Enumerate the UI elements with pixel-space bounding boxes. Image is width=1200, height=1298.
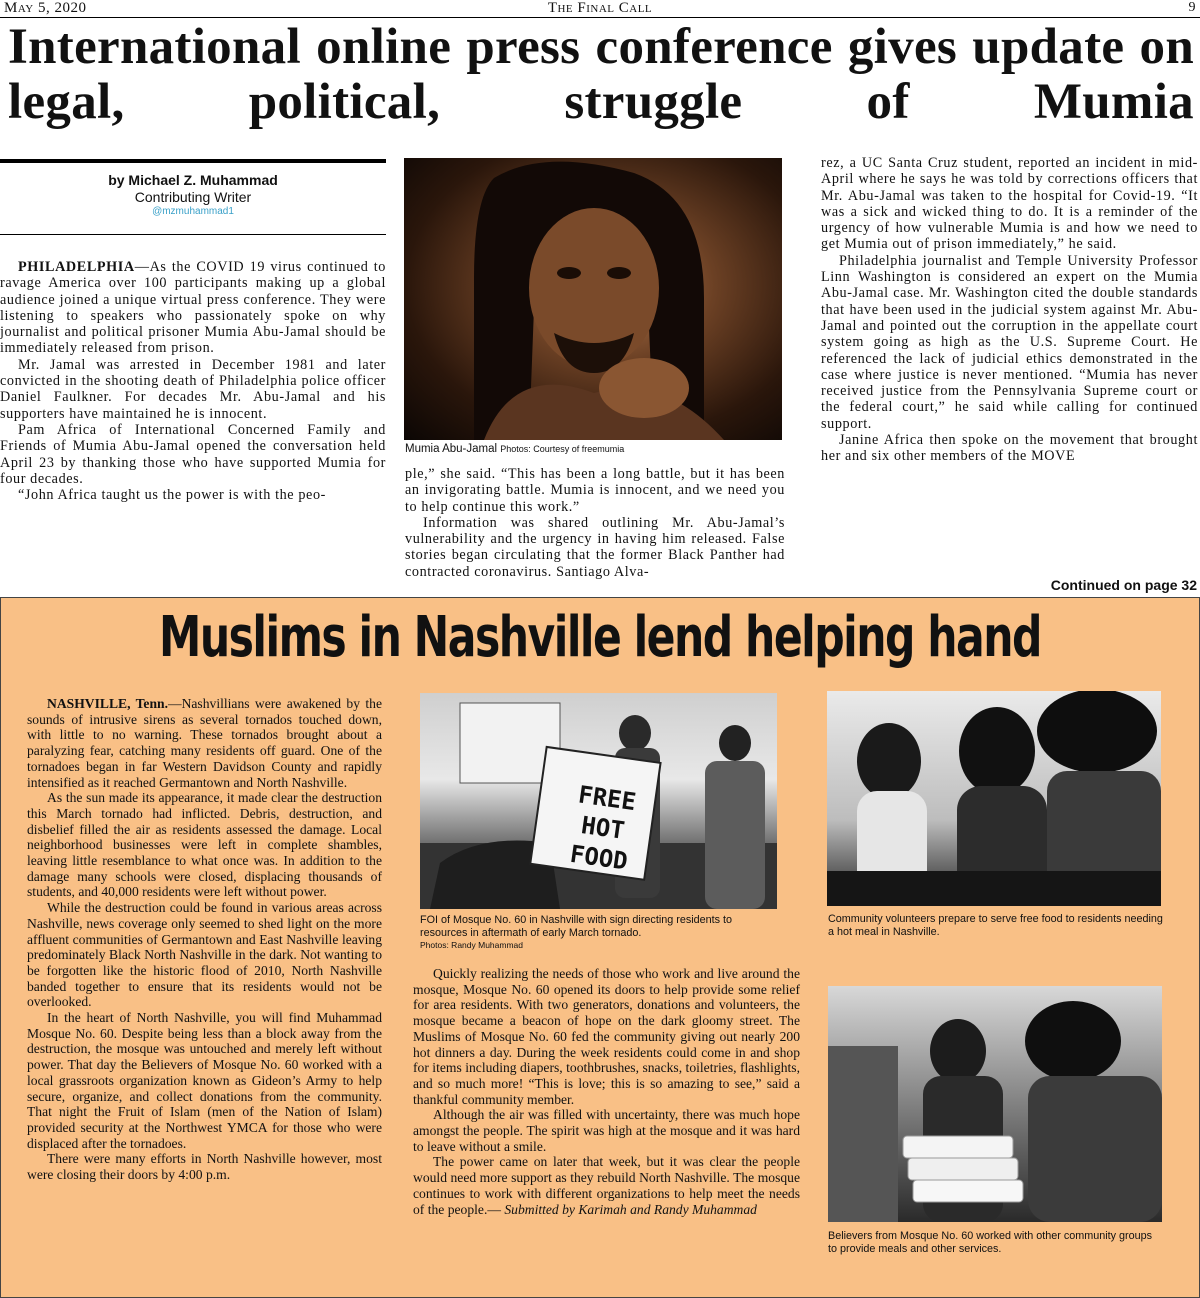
story1-col1-para-3: Pam Africa of International Concerned Family and Friends of Mumia Abu-Jamal opened the conversation held April 23 by thanking those who have supported Mumia for four decades. xyxy=(0,421,386,487)
page-number: 9 xyxy=(1188,0,1196,15)
story1-headline: International online press conference gives update on legal, political, struggle of Mumia xyxy=(8,19,1194,130)
continued-jump-line[interactable]: Continued on page 32 xyxy=(1050,577,1197,593)
story1-col1-para-2: Mr. Jamal was arrested in December 1981 and later convicted in the shooting death of Philadelphia police officer Daniel Faulkner. For decades Mr. Abu-Jamal and his supporters have maintained he is innocent. xyxy=(0,356,386,422)
sign-line-3: FOOD xyxy=(568,839,630,876)
story2-col1-para-1-text: —Nashvillians were awakened by the sounds of intrusive sirens as several tornados touched down, with little to no warning. These tornados brought about a paralyzing fear, catching many residents off guard. One of the tornadoes began in far Western Davidson County and rapidly intensified as it reached Germantown and North Nashville. xyxy=(27,696,383,790)
meals-photo xyxy=(828,986,1162,1222)
byline-name: by Michael Z. Muhammad xyxy=(108,172,278,188)
photo-caption xyxy=(405,442,785,456)
story2-col1-para-5: There were many efforts in North Nashville however, most were closing their doors by 4:00 p.m. xyxy=(27,1151,382,1183)
meals-illustration xyxy=(828,986,1162,1222)
portrait-illustration xyxy=(404,158,782,440)
story1-column-2 xyxy=(405,466,785,580)
story2-col1-para-4: In the heart of North Nashville, you will find Muhammad Mosque No. 60. Despite being less than a block away from the destruction, the mosque was untouched and merely left without power. That day the Believers of Mosque No. 60 worked with a local grassroots organization known as Gideon’s Army to help secure, organize, and collect donations from the community. That night the Fruit of Islam (men of the Nation of Islam) provided security at the Northwest YMCA for those who were displaced after the tornadoes. xyxy=(27,1010,382,1151)
story2-signoff: Submitted by Karimah and Randy Muhammad xyxy=(504,1201,757,1217)
photo2-caption: Community volunteers prepare to serve free food to residents needing a hot meal in Nashville. xyxy=(828,913,1163,938)
story1-column-3 xyxy=(821,155,1198,465)
story1-col3-para-3: Janine Africa then spoke on the movement that brought her and six other members of the MOVE xyxy=(821,432,1198,465)
story1-col1-para-1-text: —As the COVID 19 virus continued to ravage America over 100 participants making up a global audience joined a unique virtual press conference. They were listening to speakers who passionately spoke on why journalist and political prisoner Mumia Abu-Jamal should be immediately released from prison. xyxy=(0,259,386,357)
story1-col3-para-2: Philadelphia journalist and Temple University Professor Linn Washington is considered an expert on the Mumia Abu-Jamal case. Mr. Washington cited the double standards that have been used in the judicial system against Mr. Abu-Jamal and pointed out the corruption in the appellate court system going as high as the U.S. Supreme Court. He referenced the lack of judicial ethics demonstrated in the case where justice is never mentioned. “Mumia has never received justice from the Pennsylvania Supreme court or the federal court,” he said while calling for continued support. xyxy=(821,252,1198,432)
story2-col1-para-2: As the sun made its appearance, it made clear the destruction this March tornado had inflicted. Debris, destruction, and disbelief filled the air as residents assessed the damage. Local neighborhood businesses were left in complete shambles, leaving little resemblance to what once was. In addition to the damage many schools were closed, displacing thousands of students, and 40,000 residents were left without power. xyxy=(27,790,382,900)
story2-headline: Muslims in Nashville lend helping hand xyxy=(159,605,1041,670)
sign-line-2: HOT xyxy=(579,811,627,845)
byline-handle: @mzmuhammad1 xyxy=(152,206,234,217)
byline-rule xyxy=(0,159,386,163)
folio-bar xyxy=(0,0,1200,18)
story2-col2-para-1: Quickly realizing the needs of those who work and live around the mosque, Mosque No. 60 opened its doors to help provide some relief for area residents. With two generators, donations and volunteers, the mosque became a beacon of hope on the dark gloomy street. The Muslims of Mosque No. 60 fed the community giving out nearly 200 hot dinners a day. During the week residents could come in and shop for items including diapers, toothbrushes, snacks, toiletries, flashlights, and so much more! “This is love; this is so amazing to see,” said a thankful community member. xyxy=(413,966,800,1107)
story2-col1-para-1 xyxy=(27,696,382,790)
story2-col2-para-3-text: The power came on later that week, but it was clear the people would need more support as they rebuild North Nashville. The mosque continues to work with different organizations to help meet the needs of the people.— xyxy=(413,1154,800,1217)
byline xyxy=(0,172,386,219)
story1-column-1 xyxy=(0,259,386,503)
free-hot-food-sign xyxy=(542,776,663,880)
free-hot-food-photo xyxy=(420,693,777,909)
byline-title: Contributing Writer xyxy=(134,189,252,205)
photo1-credit: Photos: Randy Muhammad xyxy=(420,940,523,950)
volunteers-photo xyxy=(827,691,1161,906)
byline-bottom-rule xyxy=(0,234,386,235)
photo1-caption xyxy=(420,914,780,952)
story2-column-1 xyxy=(27,696,382,1183)
story2-col1-para-3: While the destruction could be found in various areas across Nashville, news coverage only seemed to shed light on the more affluent communities of Germantown and East Nashville leaving predominately Black North Nashville in the dark. Not wanting to be forgotten like the historic flood of 2010, North Nashville banded together to ensure that its residents would not be overlooked. xyxy=(27,900,382,1010)
story2-dateline: NASHVILLE, Tenn. xyxy=(47,696,168,711)
photo-credit: Photos: Courtesy of freemumia xyxy=(500,444,625,454)
photo-caption-text: Mumia Abu-Jamal xyxy=(405,443,498,455)
story1-col1-para-1 xyxy=(0,259,386,357)
story2-col2-para-2: Although the air was filled with uncertainty, there was much hope amongst the people. The spirit was high at the mosque and it was hard to leave without a smile. xyxy=(413,1107,800,1154)
story2-column-2 xyxy=(413,966,800,1217)
sign-line-1: FREE xyxy=(576,780,638,817)
mumia-photo xyxy=(404,158,782,440)
story2-col2-para-3 xyxy=(413,1154,800,1217)
issue-date: May 5, 2020 xyxy=(4,0,87,16)
volunteers-illustration xyxy=(827,691,1161,906)
photo3-caption: Believers from Mosque No. 60 worked with other community groups to provide meals and other services. xyxy=(828,1230,1153,1255)
publication-name: The Final Call xyxy=(547,0,653,16)
story1-col3-para-1: rez, a UC Santa Cruz student, reported an incident in mid-April where he says he was told by corrections officers that Mr. Abu-Jamal was taken to the hospital for Covid-19. “It was a sick and wicked thing to do. It is a reminder of the urgency of how vulnerable Mumia is and how we need to get Mumia out of prison immediately,” he said. xyxy=(821,155,1198,253)
dateline: PHILADELPHIA xyxy=(18,259,135,275)
photo1-caption-text: FOI of Mosque No. 60 in Nashville with sign directing residents to resources in aftermath of early March tornado. xyxy=(420,914,733,939)
story1-col2-para-2: Information was shared outlining Mr. Abu-Jamal’s vulnerability and the urgency in having him released. False stories began circulating that the former Black Panther had contracted coronavirus. Santiago Alva- xyxy=(405,514,785,580)
story1-col1-para-4: “John Africa taught us the power is with the peo- xyxy=(18,487,326,504)
story1-col2-para-1: ple,” she said. “This has been a long battle, but it has been an invigorating battle. Mumia is innocent, and we need you to help continue this work.” xyxy=(405,466,785,515)
